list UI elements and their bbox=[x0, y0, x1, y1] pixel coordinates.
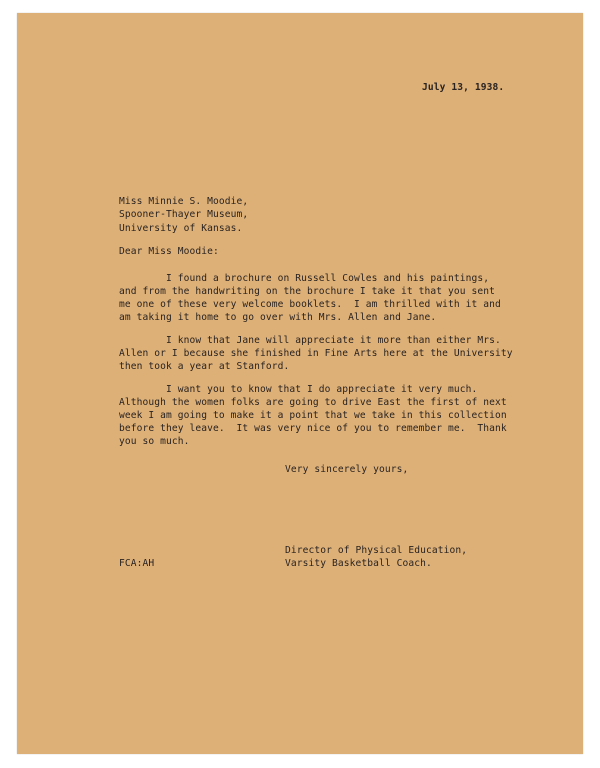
paragraph-1-line-3: me one of these very welcome booklets. I am thrilled with it and bbox=[119, 299, 501, 310]
paragraph-2-line-1: I know that Jane will appreciate it more than either Mrs. bbox=[119, 335, 501, 346]
salutation: Dear Miss Moodie: bbox=[119, 246, 219, 257]
signature-title-line-2: Varsity Basketball Coach. bbox=[285, 558, 432, 569]
recipient-name: Miss Minnie S. Moodie, bbox=[119, 196, 249, 207]
recipient-organization: Spooner-Thayer Museum, bbox=[119, 209, 249, 220]
paragraph-1-line-4: am taking it home to go over with Mrs. Allen and Jane. bbox=[119, 312, 437, 323]
paragraph-3-line-5: you so much. bbox=[119, 436, 190, 447]
paragraph-1-line-1: I found a brochure on Russell Cowles and his paintings, bbox=[119, 273, 490, 284]
signature-title-line-1: Director of Physical Education, bbox=[285, 545, 468, 556]
paragraph-3-line-2: Although the women folks are going to drive East the first of next bbox=[119, 397, 507, 408]
letter-date: July 13, 1938. bbox=[422, 82, 505, 93]
letter-page bbox=[17, 13, 583, 754]
paragraph-3-line-1: I want you to know that I do appreciate it very much. bbox=[119, 384, 478, 395]
closing: Very sincerely yours, bbox=[285, 464, 409, 475]
typist-initials: FCA:AH bbox=[119, 558, 155, 569]
paragraph-2-line-3: then took a year at Stanford. bbox=[119, 361, 290, 372]
paragraph-3-line-4: before they leave. It was very nice of you to remember me. Thank bbox=[119, 423, 507, 434]
paragraph-2-line-2: Allen or I because she finished in Fine Arts here at the University bbox=[119, 348, 513, 359]
recipient-university: University of Kansas. bbox=[119, 223, 243, 234]
paragraph-3-line-3: week I am going to make it a point that we take in this collection bbox=[119, 410, 507, 421]
paragraph-1-line-2: and from the handwriting on the brochure I take it that you sent bbox=[119, 286, 496, 297]
